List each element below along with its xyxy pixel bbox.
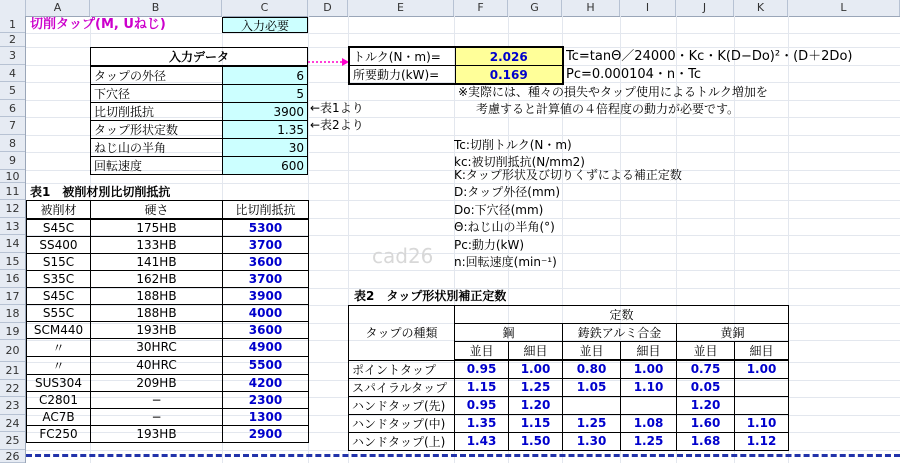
input-value-rotation-speed[interactable]: 600	[222, 157, 307, 175]
table2-title: 表2 タップ形状別補正定数	[354, 289, 507, 303]
table1-hardness: 40HRC	[91, 356, 223, 374]
table1-material: AC7B	[27, 408, 91, 425]
table2-value: 1.10	[735, 414, 789, 432]
results-table	[348, 46, 564, 85]
table2-value: 0.75	[677, 360, 735, 378]
table1-resistance: 3600	[223, 253, 309, 270]
table1-hardness: −	[91, 391, 223, 408]
table2-value: 1.00	[621, 360, 677, 378]
row-header[interactable]: 23	[0, 397, 25, 415]
row-header[interactable]: 10	[0, 170, 25, 183]
row-header[interactable]: 17	[0, 288, 25, 305]
table1-resistance: 5300	[223, 219, 309, 236]
table2-value: 1.10	[621, 378, 677, 396]
legend-item: Θ:ねじ山の半角(°)	[454, 220, 555, 234]
legend-item: Tc:切削トルク(N・m)	[454, 138, 572, 152]
column-header-bar	[0, 0, 900, 17]
row-header[interactable]: 21	[0, 362, 25, 380]
select-all-corner[interactable]	[0, 0, 26, 16]
column-header[interactable]: H	[562, 0, 620, 16]
row-header[interactable]: 18	[0, 305, 25, 323]
table1-resistance: 3600	[223, 321, 309, 338]
table2-value: 1.25	[563, 414, 621, 432]
table1-hardness: 193HB	[91, 425, 223, 442]
table1-hardness: 133HB	[91, 236, 223, 253]
table1-hardness: 141HB	[91, 253, 223, 270]
table1-header: 被削材	[27, 201, 91, 220]
table1-resistance: 4900	[223, 338, 309, 356]
table2-value: 1.43	[455, 432, 509, 450]
column-header[interactable]: K	[734, 0, 788, 16]
table2-value: 1.20	[677, 396, 735, 414]
table1-material: S35C	[27, 270, 91, 287]
table1-hardness: 162HB	[91, 270, 223, 287]
table1-resistance: 3700	[223, 236, 309, 253]
table2-thread-header: 並目	[563, 342, 621, 361]
table1-hardness: −	[91, 408, 223, 425]
table1	[26, 200, 309, 443]
table2-value: 1.20	[509, 396, 563, 414]
column-header[interactable]: E	[348, 0, 454, 16]
table2-value: 0.05	[677, 378, 735, 396]
note-line-2: 考慮すると計算値の４倍程度の動力が必要です。	[476, 102, 740, 116]
table2-value: 1.15	[455, 378, 509, 396]
column-header[interactable]: L	[788, 0, 900, 16]
table2-value: 1.50	[509, 432, 563, 450]
table2-value: 1.08	[621, 414, 677, 432]
input-label: タップ形状定数	[91, 121, 223, 139]
table1-hardness: 188HB	[91, 287, 223, 304]
row-header[interactable]: 11	[0, 183, 25, 200]
row-header[interactable]: 8	[0, 135, 25, 152]
row-header[interactable]: 5	[0, 82, 25, 100]
note-line-1: ※実際には、種々の損失やタップ使用によるトルク増加を	[458, 85, 768, 99]
table2-value	[735, 378, 789, 396]
row-header[interactable]: 12	[0, 200, 25, 218]
input-label: 回転速度	[91, 157, 223, 175]
table1-hardness: 30HRC	[91, 338, 223, 356]
table1-material: 〃	[27, 356, 91, 374]
row-header[interactable]: 24	[0, 415, 25, 432]
table2-value: 0.80	[563, 360, 621, 378]
table1-resistance: 1300	[223, 408, 309, 425]
table2-value: 1.60	[677, 414, 735, 432]
legend-item: kc:被切削抵抗(N/mm2)	[454, 155, 585, 169]
table2-tap-name: スパイラルタップ	[349, 378, 455, 396]
note-from-table2: ←表2より	[310, 118, 364, 132]
row-header[interactable]: 16	[0, 270, 25, 288]
row-header[interactable]: 6	[0, 100, 25, 117]
table2-thread-header: 並目	[677, 342, 735, 361]
table2-value: 1.30	[563, 432, 621, 450]
table2-value	[563, 396, 621, 414]
watermark: cad26	[372, 244, 434, 268]
input-value-thread-half-angle[interactable]: 30	[222, 139, 307, 157]
input-label: ねじ山の半角	[91, 139, 223, 157]
table1-resistance: 3700	[223, 270, 309, 287]
table2-value: 1.05	[563, 378, 621, 396]
table2-material-header: 鋼	[455, 324, 563, 342]
table1-hardness: 209HB	[91, 374, 223, 391]
power-formula: Pc=0.000104・n・Tc	[566, 67, 702, 82]
row-header-bar	[0, 16, 26, 463]
input-data-table	[90, 47, 308, 175]
column-header[interactable]: G	[508, 0, 562, 16]
table2-value	[735, 396, 789, 414]
legend-item: n:回転速度(min⁻¹)	[454, 255, 557, 269]
table2-tap-name: ハンドタップ(中)	[349, 414, 455, 432]
table1-material: FC250	[27, 425, 91, 442]
table2-value: 1.00	[735, 360, 789, 378]
table2-material-header: 黄銅	[677, 324, 789, 342]
column-header[interactable]: C	[222, 0, 308, 16]
table1-resistance: 4000	[223, 304, 309, 321]
arrow-icon	[308, 57, 350, 67]
row-header[interactable]: 4	[0, 65, 25, 82]
table1-hardness: 188HB	[91, 304, 223, 321]
row-header[interactable]: 19	[0, 323, 25, 340]
table2-value: 1.68	[677, 432, 735, 450]
table1-hardness: 175HB	[91, 219, 223, 236]
column-header[interactable]: I	[620, 0, 676, 16]
table1-resistance: 3900	[223, 287, 309, 304]
table1-title: 表1 被削材別比切削抵抗	[30, 185, 171, 199]
input-value-specific-cutting-resistance[interactable]: 3900	[222, 103, 307, 121]
table2-constant-header: 定数	[455, 306, 789, 324]
row-header[interactable]: 15	[0, 253, 25, 270]
row-header[interactable]: 14	[0, 235, 25, 253]
table2-value: 0.95	[455, 360, 509, 378]
table2-thread-header: 細目	[509, 342, 563, 361]
table1-material: SS400	[27, 236, 91, 253]
legend-item: D:タップ外径(mm)	[454, 185, 561, 199]
table1-material: S45C	[27, 287, 91, 304]
row-header[interactable]: 3	[0, 47, 25, 65]
row-header[interactable]: 7	[0, 117, 25, 135]
table1-material: S15C	[27, 253, 91, 270]
table1-material: S55C	[27, 304, 91, 321]
table2-value: 0.95	[455, 396, 509, 414]
torque-formula: Tc=tanΘ／24000・Kc・K(D−Do)²・(D＋2Do)	[566, 49, 853, 64]
column-header[interactable]: A	[26, 0, 90, 16]
table2	[348, 305, 789, 451]
table2-value: 1.25	[509, 378, 563, 396]
input-value-tap-shape-constant[interactable]: 1.35	[222, 121, 307, 139]
table1-material: S45C	[27, 219, 91, 236]
table2-value: 1.25	[621, 432, 677, 450]
table2-tap-name: ハンドタップ(先)	[349, 396, 455, 414]
table2-value	[621, 396, 677, 414]
column-header[interactable]: B	[90, 0, 222, 16]
table1-material: SCM440	[27, 321, 91, 338]
table2-value: 1.35	[455, 414, 509, 432]
row-header[interactable]: 2	[0, 33, 25, 47]
table1-material: SUS304	[27, 374, 91, 391]
power-label: 所要動力(kW)=	[349, 66, 455, 85]
table1-header: 硬さ	[91, 201, 223, 220]
row-header[interactable]: 26	[0, 450, 25, 463]
input-label: 比切削抵抗	[91, 103, 223, 121]
row-header[interactable]: 13	[0, 218, 25, 235]
table2-material-header: 鋳鉄アルミ合金	[563, 324, 677, 342]
row-header[interactable]: 1	[0, 16, 25, 33]
table1-material: C2801	[27, 391, 91, 408]
table1-resistance: 5500	[223, 356, 309, 374]
input-value-pilot-hole[interactable]: 5	[222, 85, 307, 103]
column-header[interactable]: D	[308, 0, 348, 16]
table1-material: 〃	[27, 338, 91, 356]
column-header[interactable]: J	[676, 0, 734, 16]
table1-resistance: 2300	[223, 391, 309, 408]
input-required-badge: 入力必要	[222, 17, 308, 33]
table1-hardness: 193HB	[91, 321, 223, 338]
input-data-header: 入力データ	[91, 48, 308, 67]
torque-value[interactable]: 2.026	[455, 47, 563, 66]
table1-header: 比切削抵抗	[223, 201, 309, 220]
power-value[interactable]: 0.169	[455, 66, 563, 85]
table2-value: 1.15	[509, 414, 563, 432]
row-header[interactable]: 9	[0, 152, 25, 170]
sheet-title: 切削タップ(M, Uねじ)	[30, 17, 166, 32]
input-label: タップの外径	[91, 66, 223, 85]
table2-thread-header: 細目	[621, 342, 677, 361]
legend-item: K:タップ形状及び切りくずによる補正定数	[454, 168, 682, 182]
table2-value: 1.00	[509, 360, 563, 378]
row-header[interactable]: 20	[0, 340, 25, 362]
note-from-table1: ←表1より	[310, 101, 364, 115]
table2-tap-name: ポイントタップ	[349, 360, 455, 378]
table2-value: 1.12	[735, 432, 789, 450]
column-header[interactable]: F	[454, 0, 508, 16]
row-header[interactable]: 25	[0, 432, 25, 450]
legend-item: Pc:動力(kW)	[454, 238, 525, 252]
table2-kind-header: タップの種類	[349, 306, 455, 361]
table1-resistance: 2900	[223, 425, 309, 442]
table2-tap-name: ハンドタップ(上)	[349, 432, 455, 450]
table2-thread-header: 細目	[735, 342, 789, 361]
torque-label: トルク(N・m)=	[349, 47, 455, 66]
input-value-outer-diameter[interactable]: 6	[222, 66, 307, 85]
row-header[interactable]: 22	[0, 380, 25, 397]
page-break-line	[26, 454, 900, 457]
input-label: 下穴径	[91, 85, 223, 103]
table2-thread-header: 並目	[455, 342, 509, 361]
table1-resistance: 4200	[223, 374, 309, 391]
legend-item: Do:下穴径(mm)	[454, 203, 544, 217]
